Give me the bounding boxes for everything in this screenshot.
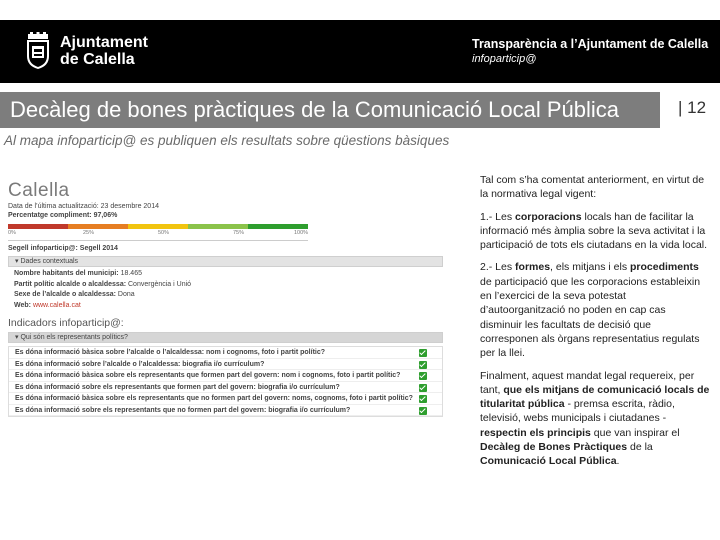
slide-subtitle: Al mapa infoparticip@ es publiquen els resultats sobre qüestions bàsiques	[4, 133, 450, 148]
progress-tick-label: 25%	[83, 230, 95, 236]
kv-label: Partit polític alcalde o alcaldessa:	[14, 280, 127, 288]
last-update: Data de l’última actualització: 23 desembre 2014	[8, 203, 159, 210]
seal-info: Segell infoparticip@: Segell 2014	[8, 245, 118, 252]
indicator-row	[9, 359, 442, 371]
indicator-row	[9, 405, 442, 417]
indicator-question: Es dóna informació sobre els representants que no formen part del govern: biografia i/o currículum?	[15, 406, 351, 414]
progress-tick-label: 50%	[158, 230, 170, 236]
header-title: Transparència a l’Ajuntament de Calella	[472, 37, 709, 51]
indicator-list	[8, 346, 443, 417]
progress-segment	[188, 224, 248, 229]
logo-line-1: Ajuntament	[60, 34, 148, 51]
web-link[interactable]: www.calella.cat	[32, 301, 81, 309]
progress-segment	[8, 224, 68, 229]
page-number: | 12	[678, 98, 707, 117]
divider	[8, 240, 308, 241]
compliance-percentage: Percentatge compliment: 97,06%	[8, 212, 118, 219]
check-icon	[419, 349, 427, 357]
compliance-progress	[8, 224, 308, 237]
body-text	[480, 173, 710, 477]
kv-value: Convergència i Unió	[128, 280, 192, 288]
indicator-question: Es dóna informació sobre els representants que formen part del govern: biografia i/o currículum?	[15, 383, 340, 391]
kv-value: 18.465	[120, 270, 142, 277]
check-icon	[419, 395, 427, 403]
paragraph-3: 2.- Les formes, els mitjans i els procediments de participació que les corporacions estableixin en l’exercici de la seva potestat d’autoorganització no poden en cap cas disminuir les facultats de decisió que corresponen als òrgans representatius regulats per la llei.	[480, 261, 701, 360]
infoparticip-screenshot	[8, 180, 448, 452]
slide-title: Decàleg de bones pràctiques de la Comunicació Local Pública	[10, 97, 620, 122]
indicator-row	[9, 370, 442, 382]
logo[interactable]	[24, 32, 148, 70]
header-subtitle: infoparticip@	[472, 53, 537, 65]
city-name: Calella	[8, 180, 70, 201]
indicator-question: Es dóna informació bàsica sobre els representants que no formen part del govern: noms, cognoms, foto i partit polític?	[15, 395, 413, 402]
check-icon	[419, 384, 427, 392]
progress-tick-label: 0%	[8, 230, 16, 236]
slide-title-bar	[0, 92, 660, 128]
check-icon	[419, 372, 427, 380]
progress-tick-label: 100%	[294, 230, 309, 236]
section-representatives[interactable]: ▾ Qui són els representants polítics?	[8, 332, 443, 343]
check-icon	[419, 361, 427, 369]
section-contextual-data[interactable]: ▾ Dades contextuals	[8, 256, 443, 267]
progress-tick-label: 75%	[233, 230, 245, 236]
progress-segment	[248, 224, 308, 229]
progress-segment	[68, 224, 128, 229]
logo-line-2: de Calella	[60, 51, 135, 68]
indicator-row	[9, 393, 442, 405]
progress-segment	[128, 224, 188, 229]
kv-label: Sexe de l’alcalde o alcaldessa:	[14, 291, 116, 298]
header-bar	[0, 20, 720, 83]
section-representatives-label: Qui són els representants polítics?	[20, 334, 128, 341]
indicators-title: Indicadors infoparticip@:	[8, 317, 124, 329]
check-icon	[419, 407, 427, 415]
paragraph-4: Finalment, aquest mandat legal requereix, per tant, que els mitjans de comunicació locals de titularitat pública - premsa escrita, ràdio, televisió, webs municipals i ciutadanes - respectin els principis que van inspirar el Decàleg de Bones Pràctiques de la Comunicació Local Pública.	[480, 369, 710, 468]
indicator-row	[9, 347, 442, 359]
kv-value: Dona	[117, 291, 135, 298]
kv-label: Nombre habitants del municipi:	[14, 270, 119, 277]
indicator-question: Es dóna informació sobre l’alcalde o l’alcaldessa: biografia i/o currículum?	[15, 360, 265, 368]
indicator-question: Es dóna informació bàsica sobre l’alcalde o l’alcaldessa: nom i cognoms, foto i partit polític?	[15, 349, 326, 356]
section-contextual-data-label: Dades contextuals	[20, 258, 79, 265]
paragraph-1: Tal com s’ha comentat anteriorment, en virtut de la normativa legal vigent:	[480, 174, 705, 201]
coat-of-arms-icon	[24, 32, 52, 70]
kv-label: Web:	[14, 301, 31, 309]
paragraph-2: 1.- Les corporacions locals han de facilitar la informació més àmplia sobre la seva activitat i la participació de tots els ciutadans en la vida local.	[480, 210, 708, 252]
indicator-question: Es dóna informació bàsica sobre els representants que formen part del govern: nom i cognoms, foto i partit polític?	[15, 372, 401, 379]
indicator-row	[9, 382, 442, 394]
